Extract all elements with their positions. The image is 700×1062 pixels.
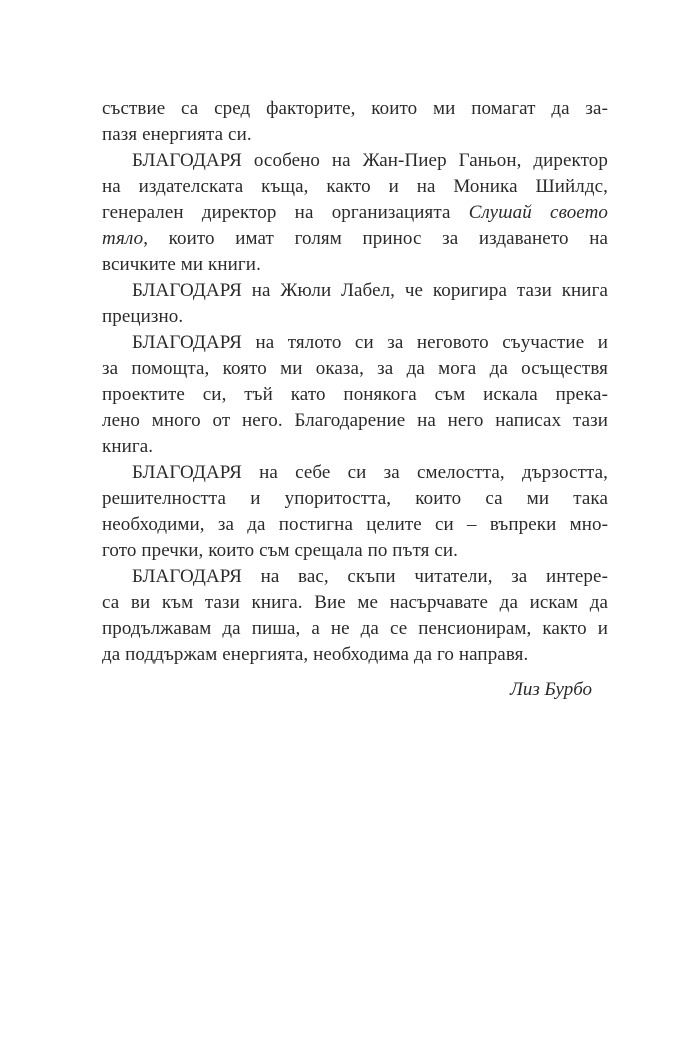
text-line: продължавам да пиша, а не да се пенсионирам, както и xyxy=(102,618,608,639)
text-line: съствие са сред факторите, които ми помагат да за- xyxy=(102,98,608,119)
italic-title-part-2: тяло xyxy=(102,228,144,249)
paragraph-start-line: БЛАГОДАРЯ на тялото си за неговото съучастие и xyxy=(132,332,608,353)
text-line: пазя енергията си. xyxy=(102,124,252,145)
paragraph-start-line: БЛАГОДАРЯ особено на Жан-Пиер Ганьон, директор xyxy=(132,150,608,171)
text-line: книга. xyxy=(102,436,154,457)
text-line: гото пречки, които съм срещала по пътя си. xyxy=(102,540,458,561)
text-line: да поддържам енергията, необходима да го направя. xyxy=(102,644,529,665)
text-line: всичките ми книги. xyxy=(102,254,261,275)
text-line: са ви към тази книга. Вие ме насърчавате да искам да xyxy=(102,592,608,613)
text-line: проектите си, тъй като понякога съм искала прека- xyxy=(102,384,608,405)
italic-title-part-1: Слушай своето xyxy=(468,202,608,223)
text-line xyxy=(102,226,608,252)
text-line: необходими, за да постигна целите си – въпреки мно- xyxy=(102,514,608,535)
text-line: на издателската къща, както и на Моника Шийлдс, xyxy=(102,176,608,197)
paragraph-start-line: БЛАГОДАРЯ на вас, скъпи читатели, за интере- xyxy=(132,566,608,587)
text-line: лено много от него. Благодарение на него написах тази xyxy=(102,410,608,431)
paragraph-start-line: БЛАГОДАРЯ на себе си за смелостта, дързостта, xyxy=(132,462,608,483)
text-span: , които имат голям принос за издаването на xyxy=(143,228,608,249)
text-line: решителността и упоритостта, които са ми така xyxy=(102,488,608,509)
text-span: генерален директор на организацията xyxy=(102,202,451,223)
text-line xyxy=(102,200,608,226)
paragraph-start-line: БЛАГОДАРЯ на Жюли Лабел, че коригира тази книга xyxy=(132,280,608,301)
text-line: за помощта, която ми оказа, за да мога да осъществя xyxy=(102,358,608,379)
author-signature: Лиз Бурбо xyxy=(510,679,592,700)
text-line: прецизно. xyxy=(102,306,184,327)
